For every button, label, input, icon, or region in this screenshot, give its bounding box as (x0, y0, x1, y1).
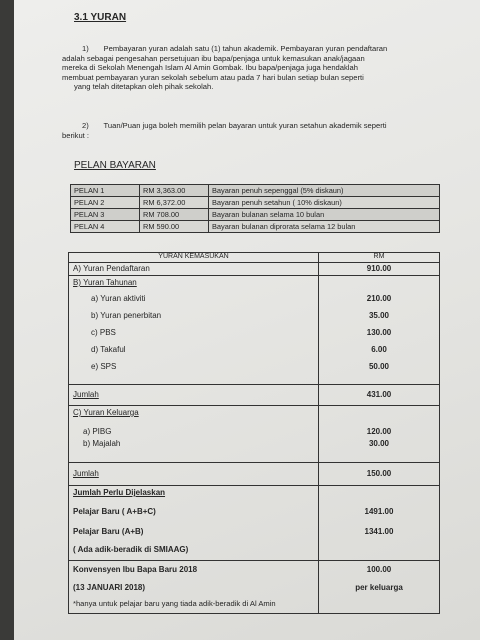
para1-line-5: yang telah ditetapkan oleh pihak sekolah. (74, 82, 214, 91)
para1-line-3: mereka di Sekolah Menengah Islam Al Amin Gombak. Ibu bapa/penjaga juga hendaklah (62, 63, 358, 72)
paragraph-1 (62, 44, 462, 92)
para2-line-2: berikut : (62, 130, 90, 140)
pelajar-baru-abc-label: Pelajar Baru ( A+B+C) (73, 507, 156, 516)
yuran-tahunan-label: B) Yuran Tahunan (73, 278, 137, 287)
table-row (69, 463, 440, 486)
takaful-amount: 6.00 (371, 345, 387, 354)
document-page (14, 0, 480, 640)
pelan-name: PELAN 2 (71, 197, 140, 209)
pelan-desc: Bayaran bulanan selama 10 bulan (209, 209, 440, 221)
yuran-keluarga-label: C) Yuran Keluarga (73, 408, 139, 417)
section-title: 3.1 YURAN (74, 12, 127, 23)
yuran-kemasukan-table (68, 252, 440, 614)
jumlah-c-amount: 150.00 (366, 469, 392, 478)
pelan-name: PELAN 4 (71, 221, 140, 233)
yuran-penerbitan-label: b) Yuran penerbitan (91, 311, 162, 320)
pelan-amount: RM 6,372.00 (140, 197, 209, 209)
pelan-desc: Bayaran bulanan diprorata selama 12 bulan (209, 221, 440, 233)
table-header-row (69, 253, 440, 263)
pelan-bayaran-table (70, 184, 440, 233)
table-row (71, 209, 440, 221)
pelan-amount: RM 3,363.00 (140, 185, 209, 197)
pelan-name: PELAN 1 (71, 185, 140, 197)
pibg-amount: 120.00 (366, 427, 392, 436)
konvensyen-label: Konvensyen Ibu Bapa Baru 2018 (73, 565, 198, 574)
pelan-desc: Bayaran penuh sepenggal (5% diskaun) (209, 185, 440, 197)
para1-line-2: adalah sebagai pengesahan persetujuan ibu bapa/penjaga untuk kemasukan anak/jagaan (62, 53, 365, 63)
konvensyen-amount: 100.00 (366, 565, 392, 574)
para1-number: 1) (82, 44, 89, 53)
table-row (69, 486, 440, 561)
pibg-label: a) PIBG (83, 427, 112, 436)
paragraph-2 (62, 121, 462, 140)
yuran-pendaftaran-label: A) Yuran Pendaftaran (73, 264, 150, 273)
para1-line-4: membuat pembayaran yuran sekolah sebelum atau pada 7 hari bulan setiap bulan seperti (62, 72, 364, 82)
majalah-amount: 30.00 (368, 439, 390, 448)
table-row (69, 406, 440, 463)
pelan-amount: RM 708.00 (140, 209, 209, 221)
table-row (69, 263, 440, 276)
jumlah-perlu-dijelaskan-label: Jumlah Perlu Dijelaskan (73, 488, 166, 497)
pelajar-baru-ab-amount: 1341.00 (364, 527, 394, 536)
table-row (71, 221, 440, 233)
sps-label: e) SPS (91, 362, 117, 371)
pelan-name: PELAN 3 (71, 209, 140, 221)
para2-number: 2) (82, 121, 89, 130)
pelajar-baru-abc-amount: 1491.00 (364, 507, 394, 516)
jumlah-b-amount: 431.00 (366, 390, 392, 399)
table-row (71, 185, 440, 197)
konvensyen-unit: per keluarga (355, 583, 403, 592)
yuran-aktiviti-label: a) Yuran aktiviti (91, 294, 146, 303)
pelajar-baru-ab-label: Pelajar Baru (A+B) (73, 527, 144, 536)
yuran-aktiviti-amount: 210.00 (366, 294, 392, 303)
jumlah-c-label: Jumlah (73, 469, 99, 478)
takaful-label: d) Takaful (91, 345, 126, 354)
pelan-bayaran-title: PELAN BAYARAN (74, 160, 156, 171)
majalah-label: b) Majalah (83, 439, 121, 448)
table-row (69, 561, 440, 614)
ada-adik-beradik-label: ( Ada adik-beradik di SMIAAG) (73, 545, 189, 554)
pelan-desc: Bayaran penuh setahun ( 10% diskaun) (209, 197, 440, 209)
table-row (71, 197, 440, 209)
header-item: YURAN KEMASUKAN (69, 253, 319, 263)
konvensyen-date: (13 JANUARI 2018) (73, 583, 146, 592)
jumlah-b-label: Jumlah (73, 390, 99, 399)
table-row (69, 276, 440, 385)
yuran-penerbitan-amount: 35.00 (368, 311, 390, 320)
para2-line-1: Tuan/Puan juga boleh memilih pelan bayaran untuk yuran setahun akademik seperti (103, 121, 387, 130)
yuran-pendaftaran-amount: 910.00 (366, 264, 392, 273)
pbs-amount: 130.00 (366, 328, 392, 337)
pbs-label: c) PBS (91, 328, 116, 337)
table-row (69, 385, 440, 406)
konvensyen-footnote: *hanya untuk pelajar baru yang tiada adik-beradik di Al Amin (73, 599, 276, 608)
para1-line-1: Pembayaran yuran adalah satu (1) tahun akademik. Pembayaran yuran pendaftaran (103, 44, 388, 53)
pelan-amount: RM 590.00 (140, 221, 209, 233)
header-amount: RM (319, 253, 440, 263)
sps-amount: 50.00 (368, 362, 390, 371)
